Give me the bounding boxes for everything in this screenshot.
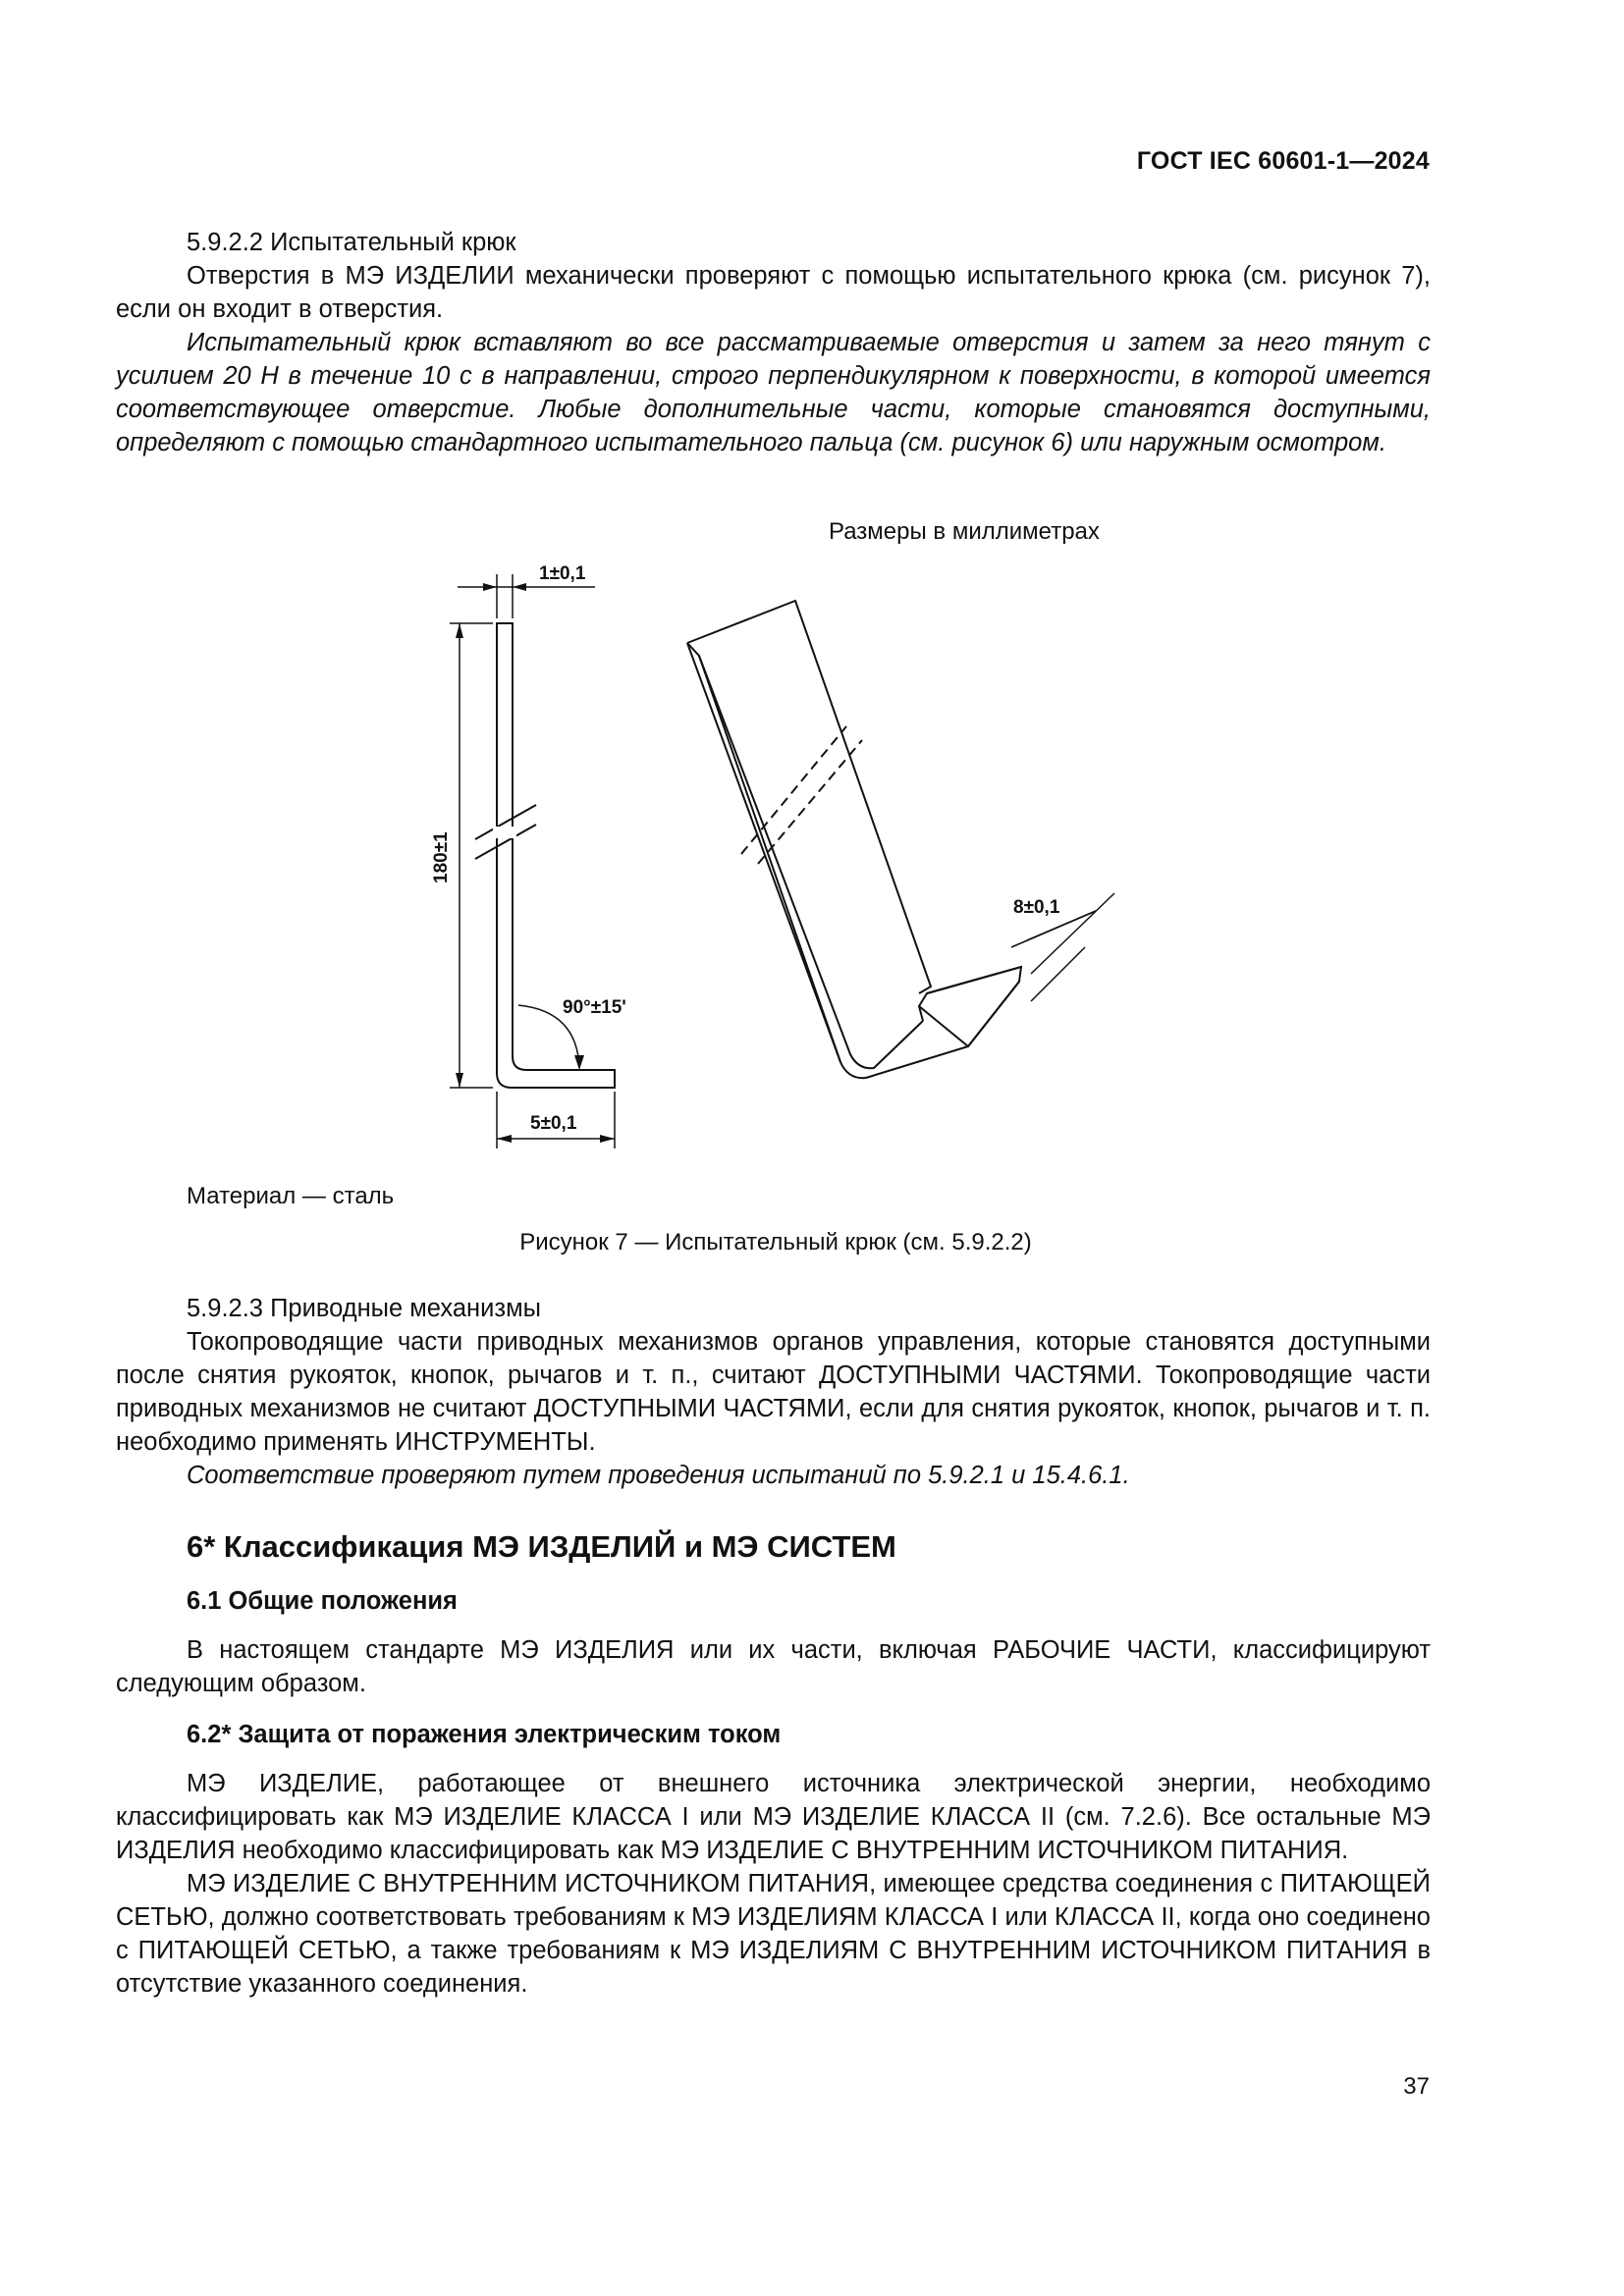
subsection-heading-62: 6.2* Защита от поражения электрическим током <box>187 1721 782 1748</box>
section-5923 <box>116 1292 1431 1492</box>
dim-angle: 90°±15' <box>563 997 626 1018</box>
dim-foot: 5±0,1 <box>530 1113 577 1134</box>
dim-length: 180±1 <box>431 831 452 883</box>
section-heading-5923: 5.9.2.3 Приводные механизмы <box>187 1295 541 1322</box>
dim-width: 8±0,1 <box>1013 897 1060 918</box>
section-heading-6: 6* Классификация МЭ ИЗДЕЛИЙ и МЭ СИСТЕМ <box>187 1529 896 1564</box>
paragraph: Отверстия в МЭ ИЗДЕЛИИ механически проверяют с помощью испытательного крюка (см. рисунок 7), если он входит в отверстия. <box>116 262 1431 323</box>
dim-thickness: 1±0,1 <box>539 563 586 584</box>
paragraph: МЭ ИЗДЕЛИЕ С ВНУТРЕННИМ ИСТОЧНИКОМ ПИТАНИЯ, имеющее средства соединения с ПИТАЮЩЕЙ СЕТЬЮ, должно соответствовать требованиям к МЭ ИЗДЕЛИЯМ КЛАССА I или КЛАССА II, когда оно соединено с ПИТАЮЩЕЙ СЕТЬЮ, а также требованиям к МЭ ИЗДЕЛИЯМ С ВНУТРЕННИМ ИСТОЧНИКОМ ПИТАНИЯ в отсутствие указанного соединения. <box>116 1870 1431 1998</box>
subsection-heading-61: 6.1 Общие положения <box>187 1587 458 1615</box>
paragraph: МЭ ИЗДЕЛИЕ, работающее от внешнего источника электрической энергии, необходимо классифицировать как МЭ ИЗДЕЛИЕ КЛАССА I или МЭ ИЗДЕЛИЕ КЛАССА II (см. 7.2.6). Все остальные МЭ ИЗДЕЛИЯ необходимо классифицировать как МЭ ИЗДЕЛИЕ С ВНУТРЕННИМ ИСТОЧНИКОМ ПИТАНИЯ. <box>116 1770 1431 1864</box>
section-heading-5922: 5.9.2.2 Испытательный крюк <box>187 229 516 256</box>
figure-material-note: Материал — сталь <box>187 1183 395 1209</box>
page-number: 37 <box>1403 2073 1430 2100</box>
figure-caption: Рисунок 7 — Испытательный крюк (см. 5.9.2.2) <box>519 1229 1032 1255</box>
hook-perspective-view <box>687 601 931 993</box>
section-6 <box>116 1527 1431 2001</box>
paragraph: В настоящем стандарте МЭ ИЗДЕЛИЯ или их части, включая РАБОЧИЕ ЧАСТИ, классифицируют следующим образом. <box>116 1636 1431 1697</box>
standard-id: ГОСТ IEC 60601-1—2024 <box>1136 147 1430 175</box>
sizes-note: Размеры в миллиметрах <box>829 518 1100 545</box>
paragraph: Токопроводящие части приводных механизмов органов управления, которые становятся доступными после снятия рукояток, кнопок, рычагов и т. п., считают ДОСТУПНЫМИ ЧАСТЯМИ. Токопроводящие части приводных механизмов не считают ДОСТУПНЫМИ ЧАСТЯМИ, если для снятия рукояток, кнопок, рычагов и т. п. необходимо применять ИНСТРУМЕНТЫ. <box>116 1328 1431 1456</box>
compliance-paragraph: Испытательный крюк вставляют во все рассматриваемые отверстия и затем за него тянут с усилием 20 Н в течение 10 с в направлении, строго перпендикулярном к поверхности, в которой имеется соответствующее отверстие. Любые дополнительные части, которые становятся доступными, определяют с помощью стандартного испытательного пальца (см. рисунок 6) или наружным осмотром. <box>116 329 1431 456</box>
compliance-paragraph: Соответствие проверяют путем проведения испытаний по 5.9.2.1 и 15.4.6.1. <box>187 1462 1130 1489</box>
